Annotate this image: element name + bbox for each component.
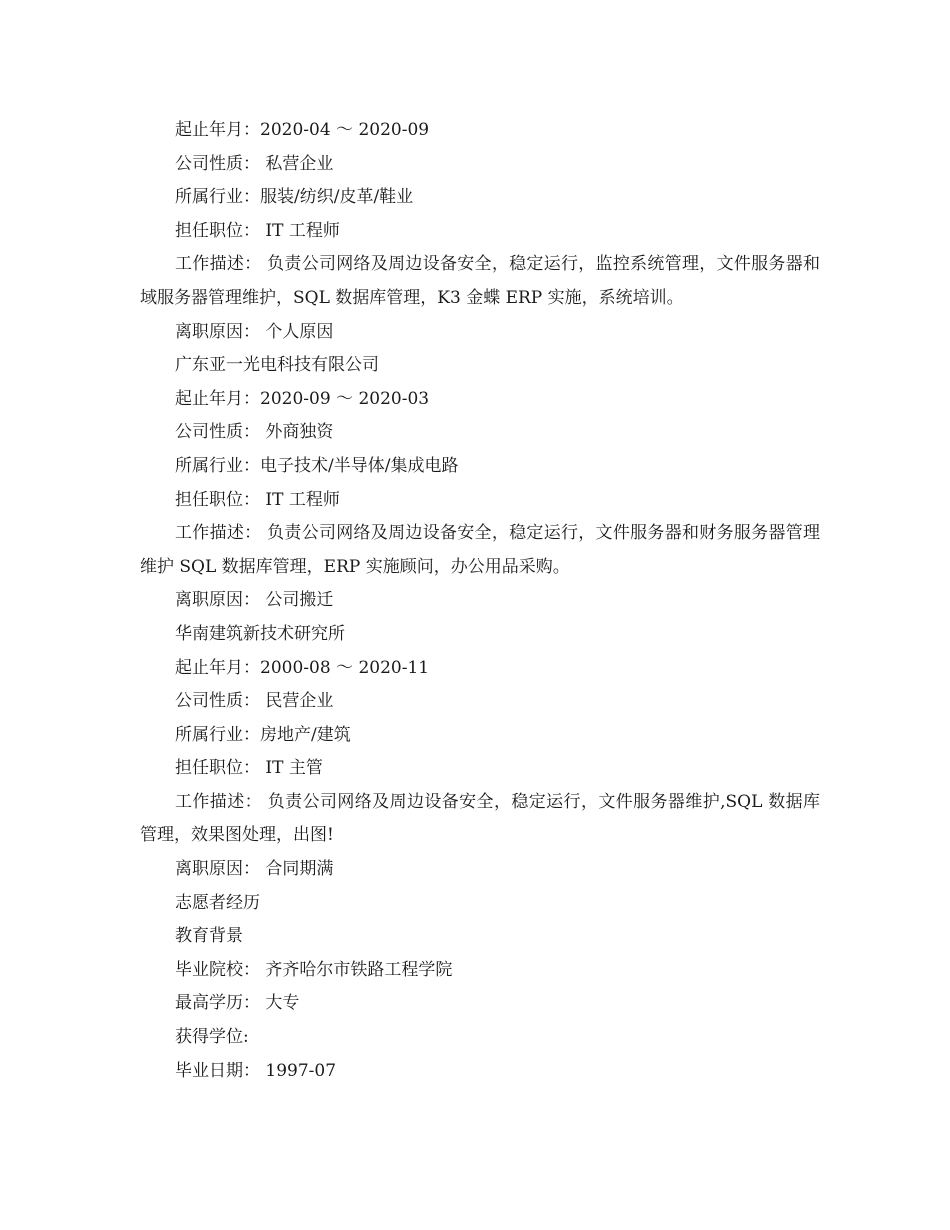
job1-industry: 所属行业：服装/纺织/皮革/鞋业 xyxy=(175,187,414,208)
job2-description: 工作描述： 负责公司网络及周边设备安全，稳定运行，文件服务器和财务服务器管理维护 SQL 数据库管理，ERP 实施顾问，办公用品采购。 xyxy=(140,523,820,577)
job2-company-name: 广东亚一光电科技有限公司 xyxy=(175,355,379,376)
job2-period: 起止年月：2020-09 ～ 2020-03 xyxy=(175,388,430,409)
resume-content xyxy=(140,114,820,1088)
education-degree: 获得学位: xyxy=(175,1027,249,1048)
job1-position: 担任职位： IT 工程师 xyxy=(175,220,340,241)
job3-description: 工作描述： 负责公司网络及周边设备安全，稳定运行，文件服务器维护,SQL 数据库管理，效果图处理，出图! xyxy=(140,791,820,846)
education-school: 毕业院校： 齐齐哈尔市铁路工程学院 xyxy=(175,959,453,980)
job1-description: 工作描述： 负责公司网络及周边设备安全，稳定运行，监控系统管理，文件服务器和域服务器管理维护，SQL 数据库管理，K3 金蝶 ERP 实施，系统培训。 xyxy=(140,254,820,308)
education-heading: 教育背景 xyxy=(175,926,243,947)
job3-leave-reason: 离职原因： 合同期满 xyxy=(175,859,334,880)
job2-company-nature: 公司性质： 外商独资 xyxy=(175,422,334,443)
education-highest-level: 最高学历： 大专 xyxy=(175,993,300,1014)
volunteer-heading: 志愿者经历 xyxy=(175,892,260,913)
job3-company-nature: 公司性质： 民营企业 xyxy=(175,691,334,712)
job2-position: 担任职位： IT 工程师 xyxy=(175,489,340,510)
job1-leave-reason: 离职原因： 个人原因 xyxy=(175,321,334,342)
job1-period: 起止年月：2020-04 ～ 2020-09 xyxy=(175,120,430,140)
education-graduation-date: 毕业日期： 1997-07 xyxy=(175,1060,337,1081)
job2-industry: 所属行业：电子技术/半导体/集成电路 xyxy=(175,455,459,476)
job3-position: 担任职位： IT 主管 xyxy=(175,758,323,779)
job3-company-name: 华南建筑新技术研究所 xyxy=(175,623,345,644)
job1-company-nature: 公司性质： 私营企业 xyxy=(175,153,334,174)
job3-industry: 所属行业：房地产/建筑 xyxy=(175,724,351,745)
job2-leave-reason: 离职原因： 公司搬迁 xyxy=(175,590,334,611)
job3-period: 起止年月：2000-08 ～ 2020-11 xyxy=(175,657,430,678)
